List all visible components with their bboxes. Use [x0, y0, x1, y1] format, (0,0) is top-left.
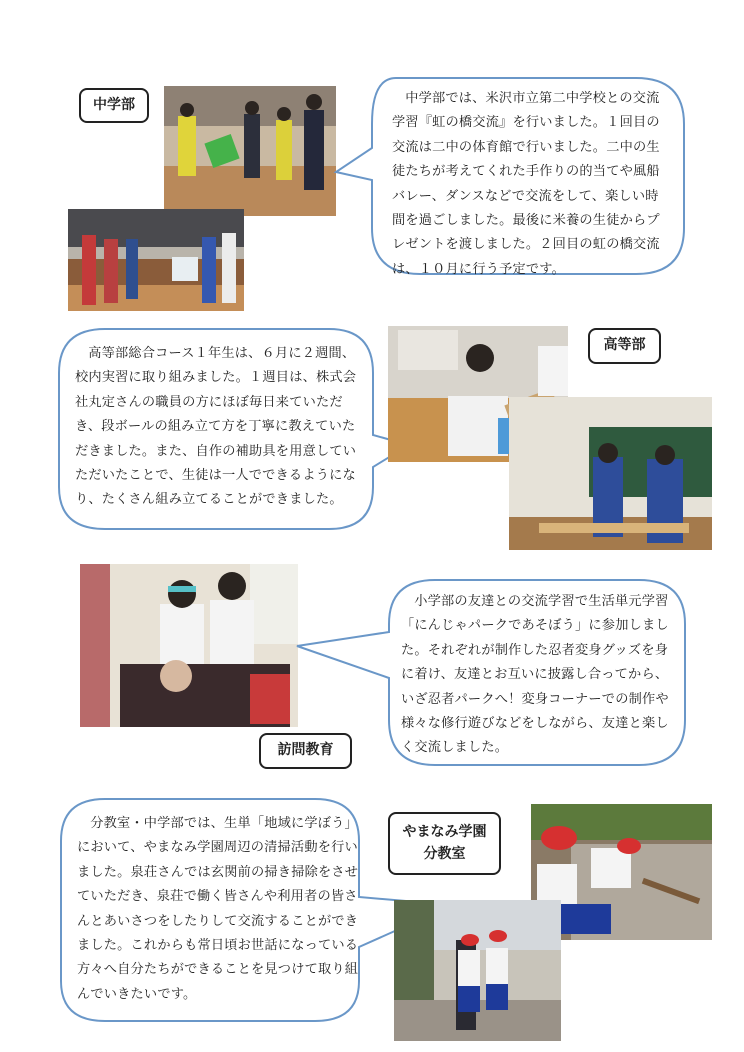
- photo-stage-presentation: [68, 209, 244, 311]
- section-label-high-school: 高等部: [588, 328, 661, 364]
- section-text-home-visit: 小学部の友達との交流学習で生活単元学習「にんじゃパークであそぼう」に参加しました。それぞれが制作した忍者変身グッズを身に着け、友達とお互いに披露し合ってから、いざ忍者パークへ！変身コーナーでの制作や様々な修行遊びなどをしながら、友達と楽しく交流しました。: [401, 594, 669, 756]
- speech-bubble-home-visit: [297, 578, 687, 767]
- section-label-branch-line1: やまなみ学園: [402, 823, 487, 840]
- section-text-high-school: 高等部総合コース１年生は、６月に２週間、校内実習に取り組みました。１週目は、株式会社丸定さんの職員の方にほぼ毎日来ていただき、段ボールの組み立て方を丁寧に教えていただきました。また、自作の補助具を用意していただいたことで、生徒は一人でできるようになり、たくさん組み立てることができました。: [75, 346, 357, 508]
- speech-bubble-junior-high: [336, 76, 686, 276]
- photo-classroom-workers: [509, 397, 712, 550]
- speech-bubble-high-school: [57, 327, 409, 531]
- section-text-junior-high: 中学部では、米沢市立第二中学校との交流学習『虹の橋交流』を行いました。１回目の交流は二中の体育館で行いました。二中の生徒たちが考えてくれた手作りの的当てや風船バレー、ダンスなどで交流をして、楽しい時間を過ごしました。最後に米養の生徒からプレゼントを渡しました。２回目の虹の橋交流は、１０月に行う予定です。: [392, 91, 660, 277]
- photo-gym-exchange: [164, 86, 336, 216]
- section-text-branch-class: 分教室・中学部では、生単「地域に学ぼう」において、やまなみ学園周辺の清掃活動を行いました。泉荘さんでは玄関前の掃き掃除をさせていただき、泉荘で働く皆さんや利用者の皆さんとあいさつをしたりして交流することができました。これからも常日頃お世話になっている方々へ自分たちができることを見つけて取り組んでいきたいです。: [77, 816, 359, 1002]
- photo-ninja-park: [80, 564, 298, 727]
- section-label-home-visit: 訪問教育: [259, 733, 352, 769]
- photo-group-outdoor: [394, 900, 561, 1041]
- section-label-branch-line2: 分教室: [423, 845, 466, 862]
- section-label-branch-class: [388, 812, 501, 875]
- section-label-junior-high: 中学部: [79, 88, 149, 123]
